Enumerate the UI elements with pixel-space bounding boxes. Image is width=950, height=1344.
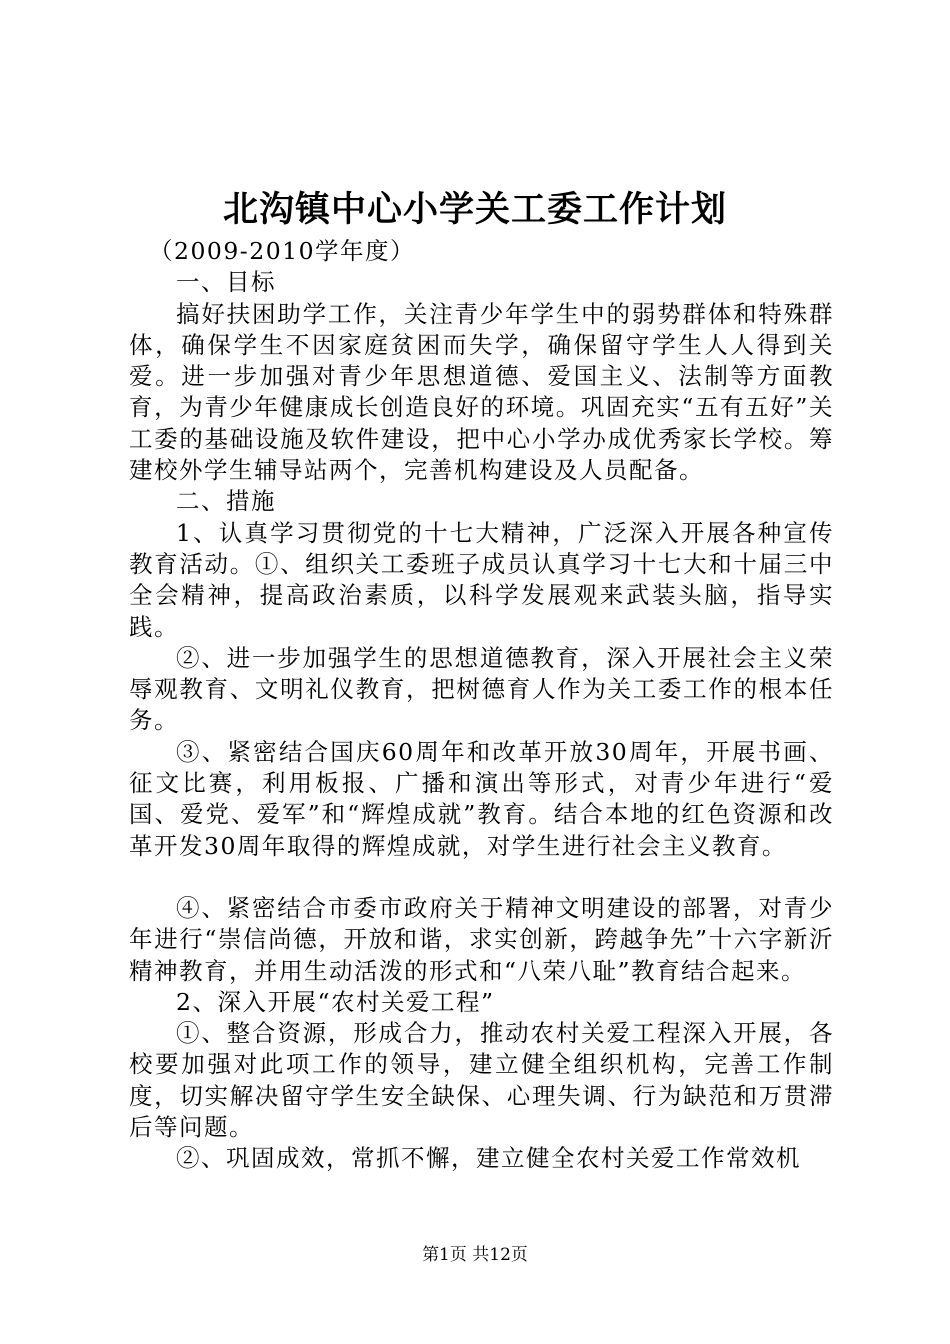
section-heading-measures: 二、措施 xyxy=(176,487,276,516)
paragraph-measure-1-4: ④、紧密结合市委市政府关于精神文明建设的部署，对青少年进行“崇信尚德，开放和谐，求实创新，跨越争先”十六字新沂精神教育，并用生动活泼的形式和“八荣八耻”教育结合起来。 xyxy=(129,893,834,985)
paragraph-measure-1: 1、认真学习贯彻党的十七大精神，广泛深入开展各种宣传教育活动。①、组织关工委班子成员认真学习十七大和十届三中全会精神，提高政治素质，以科学发展观来武装头脑，指导实践。 xyxy=(129,518,834,641)
document-body xyxy=(129,236,834,1175)
page-number-footer: 第1页 共12页 xyxy=(422,1245,528,1265)
paragraph-spacer xyxy=(129,862,834,893)
paragraph-goals: 搞好扶困助学工作，关注青少年学生中的弱势群体和特殊群体，确保学生不因家庭贫困而失学，确保留守学生人人得到关爱。进一步加强对青少年思想道德、爱国主义、法制等方面教育，为青少年健康成长创造良好的环境。巩固充实“五有五好”关工委的基础设施及软件建设，把中心小学办成优秀家长学校。筹建校外学生辅导站两个，完善机构建设及人员配备。 xyxy=(129,299,834,485)
subtitle: （2009-2010学年度） xyxy=(149,237,416,265)
document-title: 北沟镇中心小学关工委工作计划 xyxy=(222,189,727,230)
paragraph-measure-2-1: ①、整合资源，形成合力，推动农村关爱工程深入开展，各校要加强对此项工作的领导，建立健全组织机构，完善工作制度，切实解决留守学生安全缺保、心理失调、行为缺范和万贯滞后等问题。 xyxy=(129,1019,834,1142)
paragraph-measure-2: 2、深入开展“农村关爱工程” xyxy=(176,987,495,1016)
paragraph-measure-2-2: ②、巩固成效，常抓不懈，建立健全农村关爱工作常效机 xyxy=(176,1144,801,1173)
paragraph-measure-1-3: ③、紧密结合国庆60周年和改革开放30周年，开展书画、征文比赛，利用板报、广播和演出等形式，对青少年进行“爱国、爱党、爱军”和“辉煌成就”教育。结合本地的红色资源和改革开发30周年取得的辉煌成就，对学生进行社会主义教育。 xyxy=(129,737,834,860)
section-heading-goals: 一、目标 xyxy=(176,268,276,297)
paragraph-measure-1-2: ②、进一步加强学生的思想道德教育，深入开展社会主义荣辱观教育、文明礼仪教育，把树德育人作为关工委工作的根本任务。 xyxy=(129,643,834,735)
